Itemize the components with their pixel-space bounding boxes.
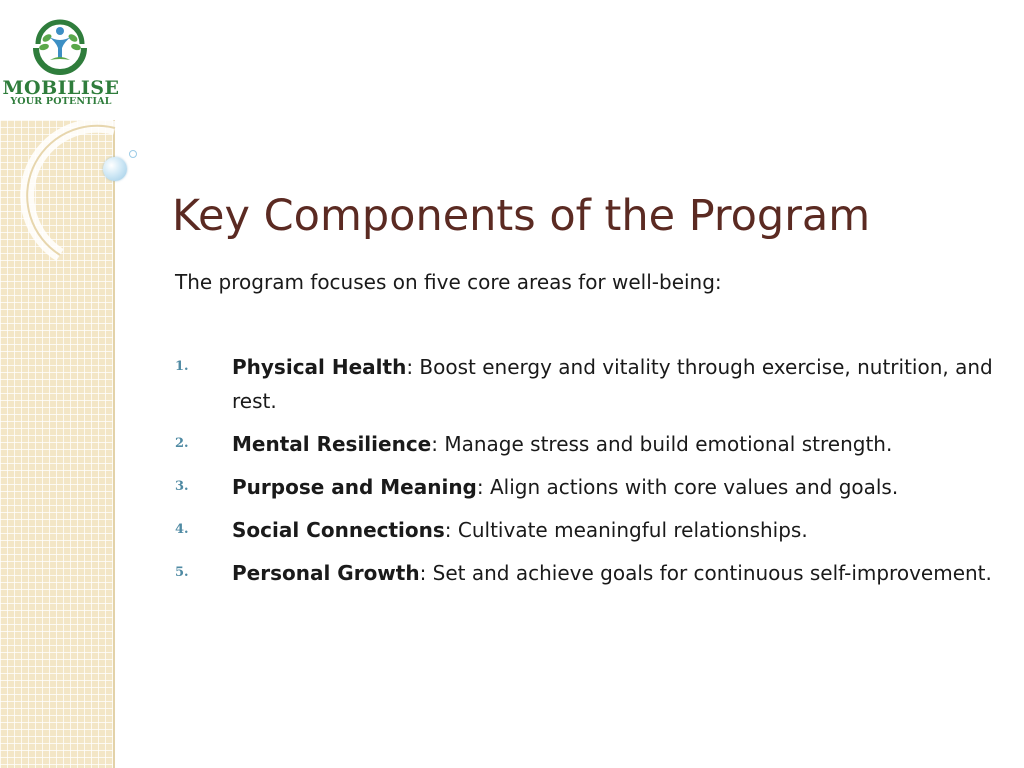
list-item-term: Purpose and Meaning bbox=[232, 475, 477, 499]
list-item-text bbox=[232, 513, 995, 547]
list-item-text bbox=[232, 427, 995, 461]
list-item-desc: : Cultivate meaningful relationships. bbox=[444, 518, 808, 542]
components-list bbox=[175, 350, 995, 599]
list-number: 1. bbox=[175, 359, 189, 374]
intro-text: The program focuses on five core areas for well-being: bbox=[175, 270, 722, 294]
logo-title: MOBILISE bbox=[2, 77, 120, 99]
slide-title: Key Components of the Program bbox=[172, 191, 871, 241]
list-item-desc: : Boost energy and vitality through exercise, nutrition, and rest. bbox=[232, 355, 993, 413]
logo-subtitle: YOUR POTENTIAL bbox=[10, 96, 112, 107]
list-item-desc: : Manage stress and build emotional strength. bbox=[431, 432, 893, 456]
list-item-desc: : Set and achieve goals for continuous self-improvement. bbox=[419, 561, 992, 585]
list-item-text bbox=[232, 470, 995, 504]
list-item-text bbox=[232, 556, 995, 590]
list-item-term: Physical Health bbox=[232, 355, 407, 379]
list-item bbox=[175, 427, 995, 461]
list-item-desc: : Align actions with core values and goals. bbox=[476, 475, 899, 499]
list-number: 4. bbox=[175, 522, 189, 537]
list-number: 2. bbox=[175, 436, 189, 451]
list-item bbox=[175, 350, 995, 418]
decorative-bubble bbox=[103, 157, 127, 181]
mobilise-logo-icon bbox=[30, 14, 90, 76]
list-item-text bbox=[232, 350, 995, 418]
list-item-term: Personal Growth bbox=[232, 561, 420, 585]
decorative-small-bubble bbox=[129, 150, 137, 158]
list-number: 3. bbox=[175, 479, 189, 494]
logo bbox=[0, 8, 122, 108]
list-item-term: Social Connections bbox=[232, 518, 445, 542]
list-item bbox=[175, 470, 995, 504]
list-item-term: Mental Resilience bbox=[232, 432, 432, 456]
decorative-arc bbox=[20, 120, 170, 270]
list-number: 5. bbox=[175, 565, 189, 580]
list-item bbox=[175, 556, 995, 590]
list-item bbox=[175, 513, 995, 547]
